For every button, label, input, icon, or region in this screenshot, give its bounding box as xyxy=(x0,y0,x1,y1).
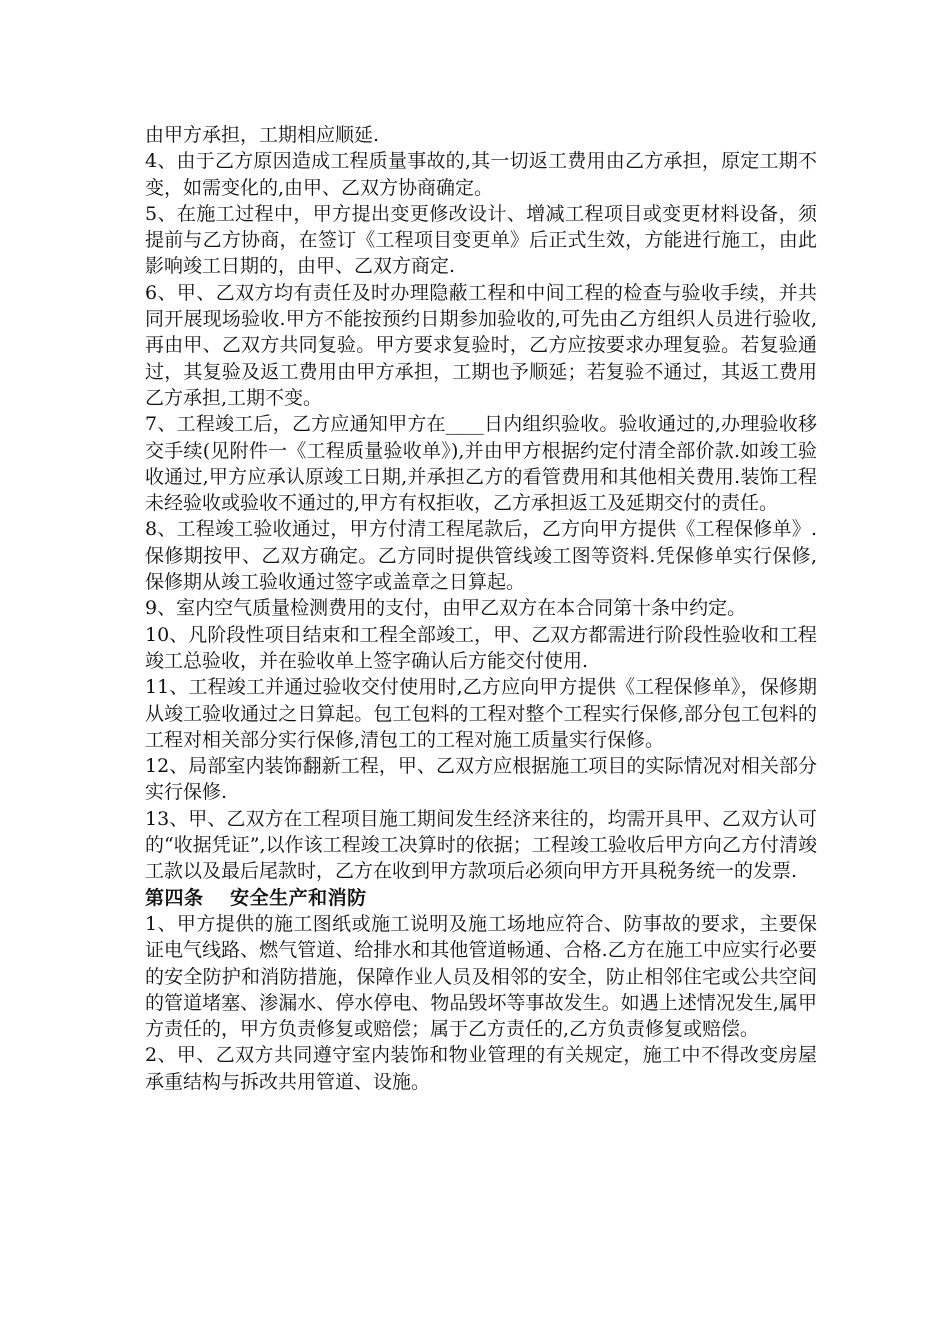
safety-clause-2: 2、甲、乙双方共同遵守室内装饰和物业管理的有关规定，施工中不得改变房屋承重结构与拆改共用管道、设施。 xyxy=(145,1044,817,1093)
clause-8: 8、工程竣工验收通过，甲方付清工程尾款后，乙方向甲方提供《工程保修单》.保修期按甲、乙双方确定。乙方同时提供管线竣工图等资料.凭保修单实行保修,保修期从竣工验收通过签字或盖章之日算起。 xyxy=(145,518,817,594)
clause-11: 11、工程竣工并通过验收交付使用时,乙方应向甲方提供《工程保修单》，保修期从竣工验收通过之日算起。包工包料的工程对整个工程实行保修,部分包工包料的工程对相关部分实行保修,清包工的工程对施工质量实行保修。 xyxy=(145,676,817,751)
paragraph: 由甲方承担，工期相应顺延. xyxy=(145,124,380,146)
document-page xyxy=(145,122,817,1095)
clause-12: 12、局部室内装饰翻新工程，甲、乙双方应根据施工项目的实际情况对相关部分实行保修. xyxy=(145,755,817,804)
clause-10: 10、凡阶段性项目结束和工程全部竣工，甲、乙双方都需进行阶段性验收和工程竣工总验收，并在验收单上签字确认后方能交付使用. xyxy=(145,623,817,672)
section-heading: 第四条 安全生产和消防 xyxy=(145,886,367,909)
clause-4: 4、由于乙方原因造成工程质量事故的,其一切返工费用由乙方承担，原定工期不变，如需变化的,由甲、乙双方协商确定。 xyxy=(145,150,817,199)
clause-9: 9、室内空气质量检测费用的支付，由甲乙双方在本合同第十条中约定。 xyxy=(145,597,747,620)
clause-7: 7、工程竣工后，乙方应通知甲方在____日内组织验收。验收通过的,办理验收移交手续(见附件一《工程质量验收单》),并由甲方根据约定付清全部价款.如竣工验收通过,甲方应承认原竣工日期,并承担乙方的看管费用和其他相关费用.装饰工程未经验收或验收不通过的,甲方有权拒收，乙方承担返工及延期交付的责任。 xyxy=(145,413,817,515)
clause-13: 13、甲、乙双方在工程项目施工期间发生经济来往的，均需开具甲、乙双方认可的“收据凭证”,以作该工程竣工决算时的依据；工程竣工验收后甲方向乙方付清竣工款以及最后尾款时，乙方在收到甲方款项后必须向甲方开具税务统一的发票. xyxy=(145,807,817,883)
clause-5: 5、在施工过程中，甲方提出变更修改设计、增减工程项目或变更材料设备，须提前与乙方协商，在签订《工程项目变更单》后正式生效，方能进行施工，由此影响竣工日期的，由甲、乙双方商定. xyxy=(145,202,817,278)
clause-6: 6、甲、乙双方均有责任及时办理隐蔽工程和中间工程的检查与验收手续，并共同开展现场验收.甲方不能按预约日期参加验收的,可先由乙方组织人员进行验收,再由甲、乙双方共同复验。甲方要求复验时，乙方应按要求办理复验。若复验通过，其复验及返工费用由甲方承担，工期也予顺延；若复验不通过，其返工费用乙方承担,工期不变。 xyxy=(145,281,817,409)
safety-clause-1: 1、甲方提供的施工图纸或施工说明及施工场地应符合、防事故的要求，主要保证电气线路、燃气管道、给排水和其他管道畅通、合格.乙方在施工中应实行必要的安全防护和消防措施，保障作业人员及相邻的安全，防止相邻住宅或公共空间的管道堵塞、渗漏水、停水停电、物品毁坏等事故发生。如遇上述情况发生,属甲方责任的，甲方负责修复或赔偿；属于乙方责任的,乙方负责修复或赔偿。 xyxy=(145,912,817,1041)
